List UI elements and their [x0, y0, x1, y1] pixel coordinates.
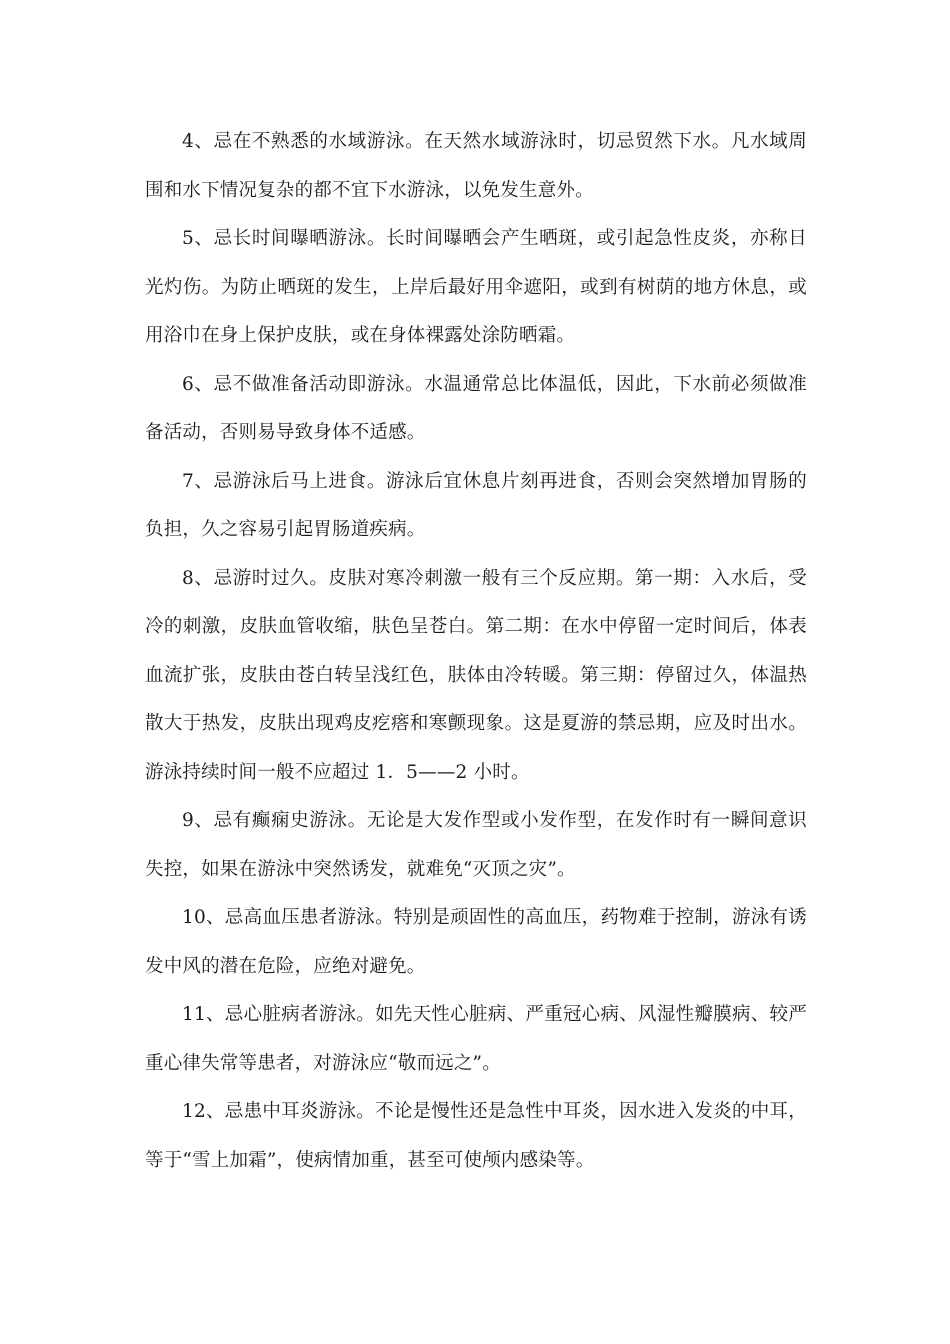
paragraph-5: 5、忌长时间曝晒游泳。长时间曝晒会产生晒斑，或引起急性皮炎，亦称日光灼伤。为防止晒斑的发生，上岸后最好用伞遮阳，或到有树荫的地方休息，或用浴巾在身上保护皮肤，或在身体裸露处涂防晒霜。: [145, 228, 807, 346]
paragraph-6: 6、忌不做准备活动即游泳。水温通常总比体温低，因此，下水前必须做准备活动，否则易导致身体不适感。: [145, 373, 807, 443]
paragraph-7: 7、忌游泳后马上进食。游泳后宜休息片刻再进食，否则会突然增加胃肠的负担，久之容易引起胃肠道疾病。: [145, 470, 807, 540]
paragraph-10: 10、忌高血压患者游泳。特别是顽固性的高血压，药物难于控制，游泳有诱发中风的潜在危险，应绝对避免。: [145, 907, 807, 977]
paragraph-12: 12、忌患中耳炎游泳。不论是慢性还是急性中耳炎，因水进入发炎的中耳，等于“雪上加霜”，使病情加重，甚至可使颅内感染等。: [145, 1101, 807, 1171]
paragraph-4: 4、忌在不熟悉的水域游泳。在天然水域游泳时，切忌贸然下水。凡水域周围和水下情况复杂的都不宜下水游泳，以免发生意外。: [145, 131, 807, 201]
document-body: [145, 118, 807, 1185]
paragraph-8: 8、忌游时过久。皮肤对寒冷刺激一般有三个反应期。第一期：入水后，受冷的刺激，皮肤血管收缩，肤色呈苍白。第二期：在水中停留一定时间后，体表血流扩张，皮肤由苍白转呈浅红色，肤体由冷转暖。第三期：停留过久，体温热散大于热发，皮肤出现鸡皮疙瘩和寒颤现象。这是夏游的禁忌期，应及时出水。游泳持续时间一般不应超过 1．5——2 小时。: [145, 567, 807, 783]
paragraph-11: 11、忌心脏病者游泳。如先天性心脏病、严重冠心病、风湿性瓣膜病、较严重心律失常等患者，对游泳应“敬而远之”。: [145, 1004, 807, 1074]
paragraph-9: 9、忌有癫痫史游泳。无论是大发作型或小发作型，在发作时有一瞬间意识失控，如果在游泳中突然诱发，就难免“灭顶之灾”。: [145, 810, 807, 880]
